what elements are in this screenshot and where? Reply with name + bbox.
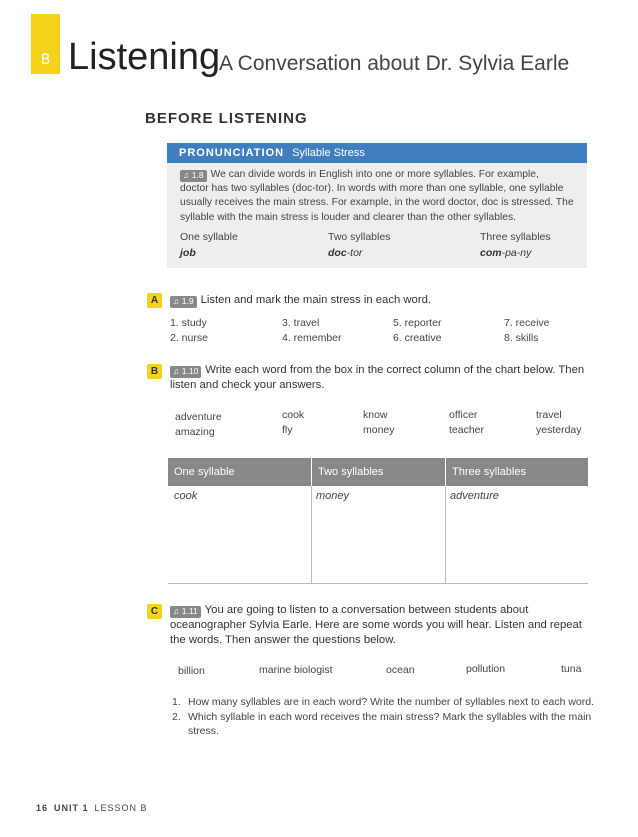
page-subtitle: A Conversation about Dr. Sylvia Earle: [219, 52, 570, 75]
word-box-item: officer teacher: [449, 409, 485, 436]
audio-icon[interactable]: ♫ 1.9: [170, 296, 197, 308]
exercise-a-word: 7. receive 8. skills: [504, 317, 550, 344]
lesson-tab: [31, 14, 60, 74]
exercise-c-word: marine biologist: [259, 664, 333, 676]
page-number: 16: [36, 803, 49, 813]
exercise-c-word: billion: [178, 665, 205, 677]
question-item: 1. How many syllables are in each word? Write the number of syllables next to each word.: [172, 696, 594, 708]
exercise-a-word: 5. reporter 6. creative: [393, 317, 442, 344]
pronunciation-text: ♫ 1.8 We can divide words in English into one or more syllables. For example, doctor has two syllables (doc-tor). In words with more than one syllable, one syllable usually receives the main stress. For example, in the word doctor, doc is stressed. The syllable with the main stress is louder and clearer than the other syllables.: [180, 169, 574, 223]
pronunciation-column: Two syllables doc-tor: [328, 231, 391, 259]
syllable-chart: [168, 458, 588, 584]
chart-header: One syllable: [168, 458, 311, 486]
question-item: 2. Which syllable in each word receives the main stress? Mark the syllables with the main stress.: [172, 711, 592, 737]
audio-icon[interactable]: ♫ 1.10: [170, 366, 201, 378]
lesson-letter: B: [40, 52, 51, 68]
pronunciation-box: [167, 143, 587, 268]
exercise-b-badge: B: [147, 364, 162, 379]
chart-example: cook: [174, 490, 198, 502]
audio-icon[interactable]: ♫ 1.8: [180, 170, 207, 182]
pronunciation-header: [167, 143, 587, 163]
exercise-b-instruction: ♫ 1.10 Write each word from the box in the correct column of the chart below. Then listen and check your answers.: [170, 364, 585, 391]
exercise-a-word: 3. travel 4. remember: [282, 317, 342, 344]
chart-example: adventure: [450, 490, 499, 502]
chart-example: money: [316, 490, 350, 502]
chart-header: Two syllables: [312, 458, 445, 486]
pronunciation-column: One syllable job: [180, 231, 238, 259]
word-box-item: know money: [363, 409, 395, 436]
pronunciation-label: PRONUNCIATION: [179, 147, 285, 159]
pronunciation-column: Three syllables com-pa-ny: [480, 231, 551, 259]
exercise-c-instruction: ♫ 1.11 You are going to listen to a conversation between students about oceanographer Sylvia Earle. Here are some words you will hear. Listen and repeat the words. Then answer the questions below.: [170, 604, 582, 646]
chart-header: Three syllables: [446, 458, 588, 486]
exercise-a-badge: A: [147, 293, 162, 308]
unit-label: UNIT 1: [54, 803, 89, 813]
word-box-item: travel yesterday: [536, 409, 582, 436]
page-footer: [36, 803, 148, 813]
word-box-item: cook fly: [282, 409, 305, 436]
exercise-a-instruction: ♫ 1.9 Listen and mark the main stress in each word.: [170, 293, 431, 308]
audio-icon[interactable]: ♫ 1.11: [170, 606, 201, 618]
pronunciation-topic: Syllable Stress: [292, 147, 365, 159]
exercise-a-word: 1. study 2. nurse: [170, 317, 208, 344]
chart-divider: [168, 583, 588, 584]
word-box-item: adventure amazing: [175, 411, 222, 438]
page-title: Listening: [68, 36, 221, 78]
exercise-c-word: tuna: [561, 663, 582, 675]
exercise-c-badge: C: [147, 604, 162, 619]
exercise-c-word: ocean: [386, 664, 415, 676]
lesson-label: LESSON B: [94, 803, 148, 813]
exercise-c-word: pollution: [466, 663, 506, 675]
section-heading: BEFORE LISTENING: [145, 110, 308, 127]
